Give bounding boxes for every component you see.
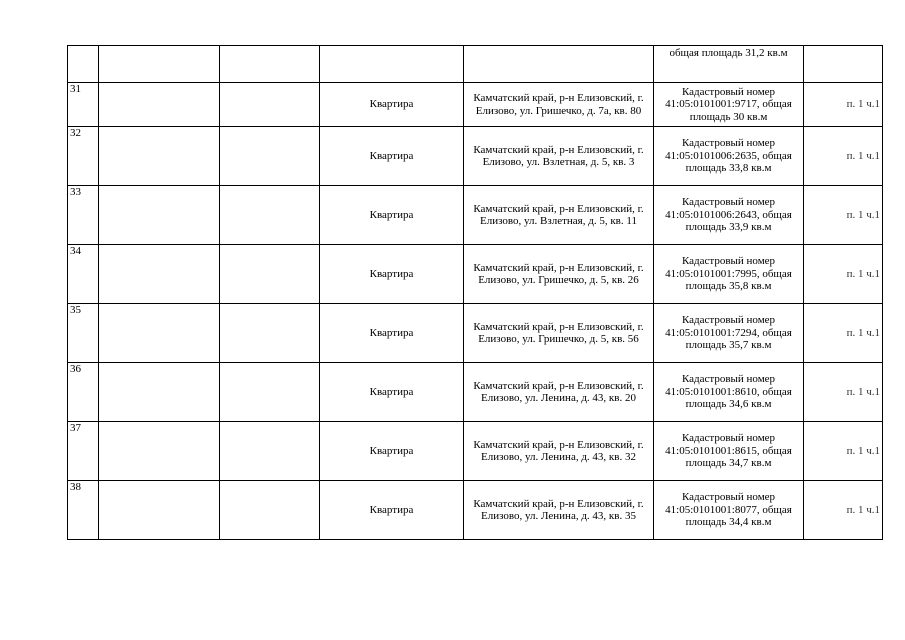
cell-empty [99,422,220,481]
cell-object-type: Квартира [320,363,464,422]
cell-address: Камчатский край, р-н Елизовский, г. Елизово, ул. Ленина, д. 43, кв. 32 [464,422,654,481]
cell-characteristics: Кадастровый номер 41:05:0101001:7995, общая площадь 35,8 кв.м [654,245,804,304]
cell-basis: п. 1 ч.1 [804,363,883,422]
cell-empty [220,422,320,481]
cell-address [464,46,654,83]
table-row [68,83,883,127]
property-registry-table [67,45,883,540]
cell-object-type: Квартира [320,422,464,481]
cell-empty [220,83,320,127]
cell-empty [220,127,320,186]
cell-basis: п. 1 ч.1 [804,83,883,127]
cell-basis: п. 1 ч.1 [804,127,883,186]
table-row [68,245,883,304]
cell-characteristics: Кадастровый номер 41:05:0101001:9717, общая площадь 30 кв.м [654,83,804,127]
cell-basis: п. 1 ч.1 [804,304,883,363]
table-row [68,422,883,481]
cell-empty [220,245,320,304]
cell-address: Камчатский край, р-н Елизовский, г. Елизово, ул. Гришечко, д. 5, кв. 26 [464,245,654,304]
cell-address: Камчатский край, р-н Елизовский, г. Елизово, ул. Ленина, д. 43, кв. 35 [464,481,654,540]
cell-number: 38 [68,481,99,540]
cell-empty [99,481,220,540]
cell-number: 34 [68,245,99,304]
table-body [68,46,883,540]
cell-object-type: Квартира [320,186,464,245]
cell-basis [804,46,883,83]
table-row [68,481,883,540]
table-row [68,127,883,186]
cell-empty [99,83,220,127]
cell-object-type [320,46,464,83]
cell-address: Камчатский край, р-н Елизовский, г. Елизово, ул. Гришечко, д. 5, кв. 56 [464,304,654,363]
cell-empty [99,245,220,304]
cell-characteristics: Кадастровый номер 41:05:0101006:2643, общая площадь 33,9 кв.м [654,186,804,245]
cell-basis: п. 1 ч.1 [804,245,883,304]
cell-number: 36 [68,363,99,422]
cell-characteristics: Кадастровый номер 41:05:0101006:2635, общая площадь 33,8 кв.м [654,127,804,186]
cell-number [68,46,99,83]
cell-address: Камчатский край, р-н Елизовский, г. Елизово, ул. Гришечко, д. 7а, кв. 80 [464,83,654,127]
cell-empty [99,186,220,245]
cell-empty [99,127,220,186]
table-row [68,304,883,363]
cell-empty [99,363,220,422]
cell-empty [220,304,320,363]
cell-basis: п. 1 ч.1 [804,481,883,540]
cell-number: 32 [68,127,99,186]
cell-object-type: Квартира [320,83,464,127]
cell-number: 31 [68,83,99,127]
cell-empty [220,481,320,540]
table-row-continuation [68,46,883,83]
cell-empty [99,46,220,83]
cell-number: 33 [68,186,99,245]
cell-empty [220,186,320,245]
cell-empty [220,363,320,422]
cell-characteristics: Кадастровый номер 41:05:0101001:7294, общая площадь 35,7 кв.м [654,304,804,363]
cell-address: Камчатский край, р-н Елизовский, г. Елизово, ул. Взлетная, д. 5, кв. 11 [464,186,654,245]
cell-object-type: Квартира [320,304,464,363]
cell-object-type: Квартира [320,481,464,540]
cell-characteristics: Кадастровый номер 41:05:0101001:8610, общая площадь 34,6 кв.м [654,363,804,422]
cell-basis: п. 1 ч.1 [804,186,883,245]
cell-number: 37 [68,422,99,481]
cell-address: Камчатский край, р-н Елизовский, г. Елизово, ул. Ленина, д. 43, кв. 20 [464,363,654,422]
cell-object-type: Квартира [320,245,464,304]
cell-empty [99,304,220,363]
cell-object-type: Квартира [320,127,464,186]
cell-empty [220,46,320,83]
cell-address: Камчатский край, р-н Елизовский, г. Елизово, ул. Взлетная, д. 5, кв. 3 [464,127,654,186]
cell-number: 35 [68,304,99,363]
cell-basis: п. 1 ч.1 [804,422,883,481]
cell-characteristics: общая площадь 31,2 кв.м [654,46,804,83]
table-row [68,186,883,245]
cell-characteristics: Кадастровый номер 41:05:0101001:8615, общая площадь 34,7 кв.м [654,422,804,481]
table-row [68,363,883,422]
cell-characteristics: Кадастровый номер 41:05:0101001:8077, общая площадь 34,4 кв.м [654,481,804,540]
